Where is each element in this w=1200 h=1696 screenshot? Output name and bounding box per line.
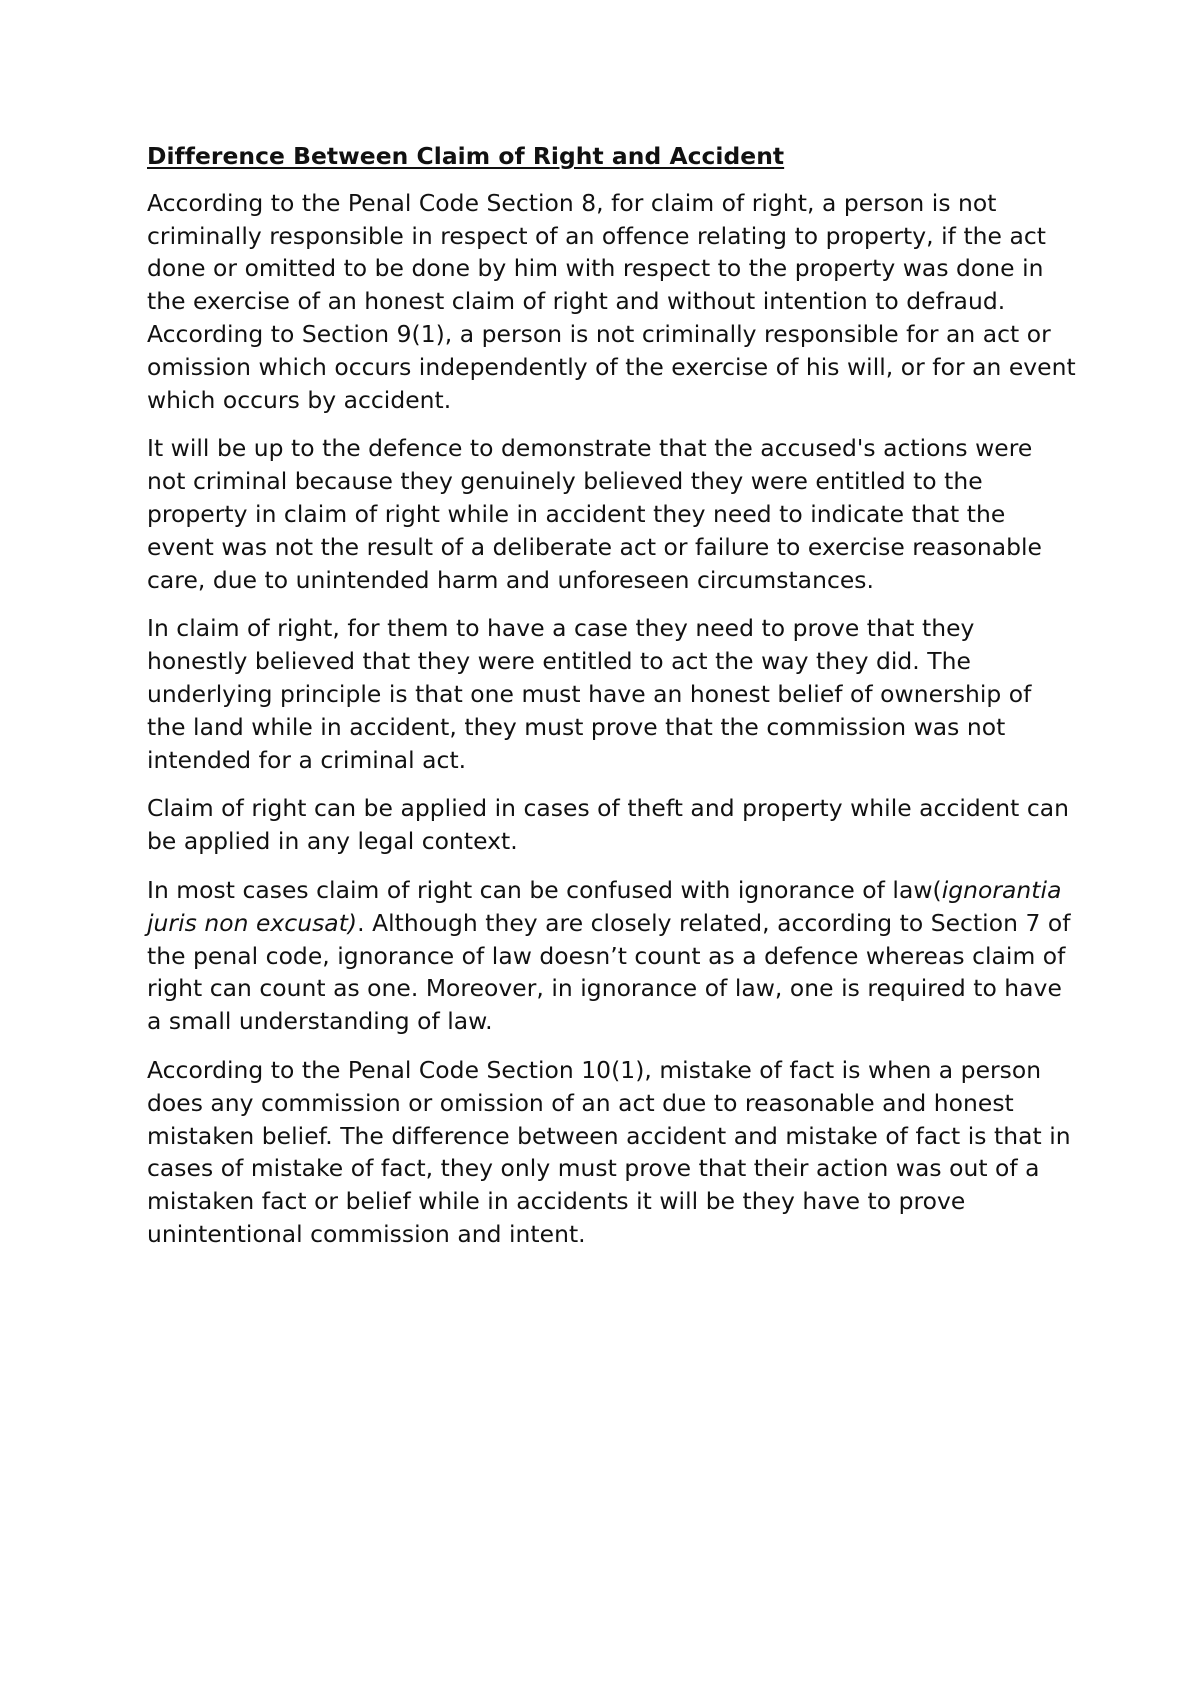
document-body [147, 140, 1077, 1267]
paragraph-mistake-of-fact: According to the Penal Code Section 10(1), mistake of fact is when a person does any commission or omission of an act due to reasonable and honest mistaken belief. The difference between accident and mistake of fact is that in cases of mistake of fact, they only must prove that their action was out of a mistaken fact or belief while in accidents it will be they have to prove unintentional commission and intent. [147, 1055, 1071, 1248]
latin-maxim-italic: ignorantia juris non excusat) [147, 875, 1062, 937]
paragraph-ignorance-text-after: . Although they are closely related, according to Section 7 of the penal code, ignorance of law doesn’t count as a defence whereas claim of right can count as one. Moreover, in ignorance of law, one is required to have a small understanding of law. [147, 908, 1071, 1036]
paragraph-application-scope: Claim of right can be applied in cases of theft and property while accident can be applied in any legal context. [147, 794, 1070, 856]
document-title: Difference Between Claim of Right and Accident [147, 142, 785, 170]
paragraph-ignorance-text-before: In most cases claim of right can be confused with ignorance of law( [147, 875, 942, 904]
paragraph-claim-of-right-definition: According to the Penal Code Section 8, for claim of right, a person is not criminally responsible in respect of an offence relating to property, if the act done or omitted to be done by him with respect to the property was done in the exercise of an honest claim of right and without intention to defraud. According to Section 9(1), a person is not criminally responsible for an act or omission which occurs independently of the exercise of his will, or for an event which occurs by accident. [147, 188, 1076, 414]
paragraph-defence-burden: It will be up to the defence to demonstrate that the accused's actions were not criminal because they genuinely believed they were entitled to the property in claim of right while in accident they need to indicate that the event was not the result of a deliberate act or failure to exercise reasonable care, due to unintended harm and unforeseen circumstances. [147, 434, 1042, 594]
paragraph-proof-requirements: In claim of right, for them to have a case they need to prove that they honestly believed that they were entitled to act the way they did. The underlying principle is that one must have an honest belief of ownership of the land while in accident, they must prove that the commission was not intended for a criminal act. [147, 614, 1032, 774]
paragraph-ignorance-of-law [147, 874, 1077, 1038]
